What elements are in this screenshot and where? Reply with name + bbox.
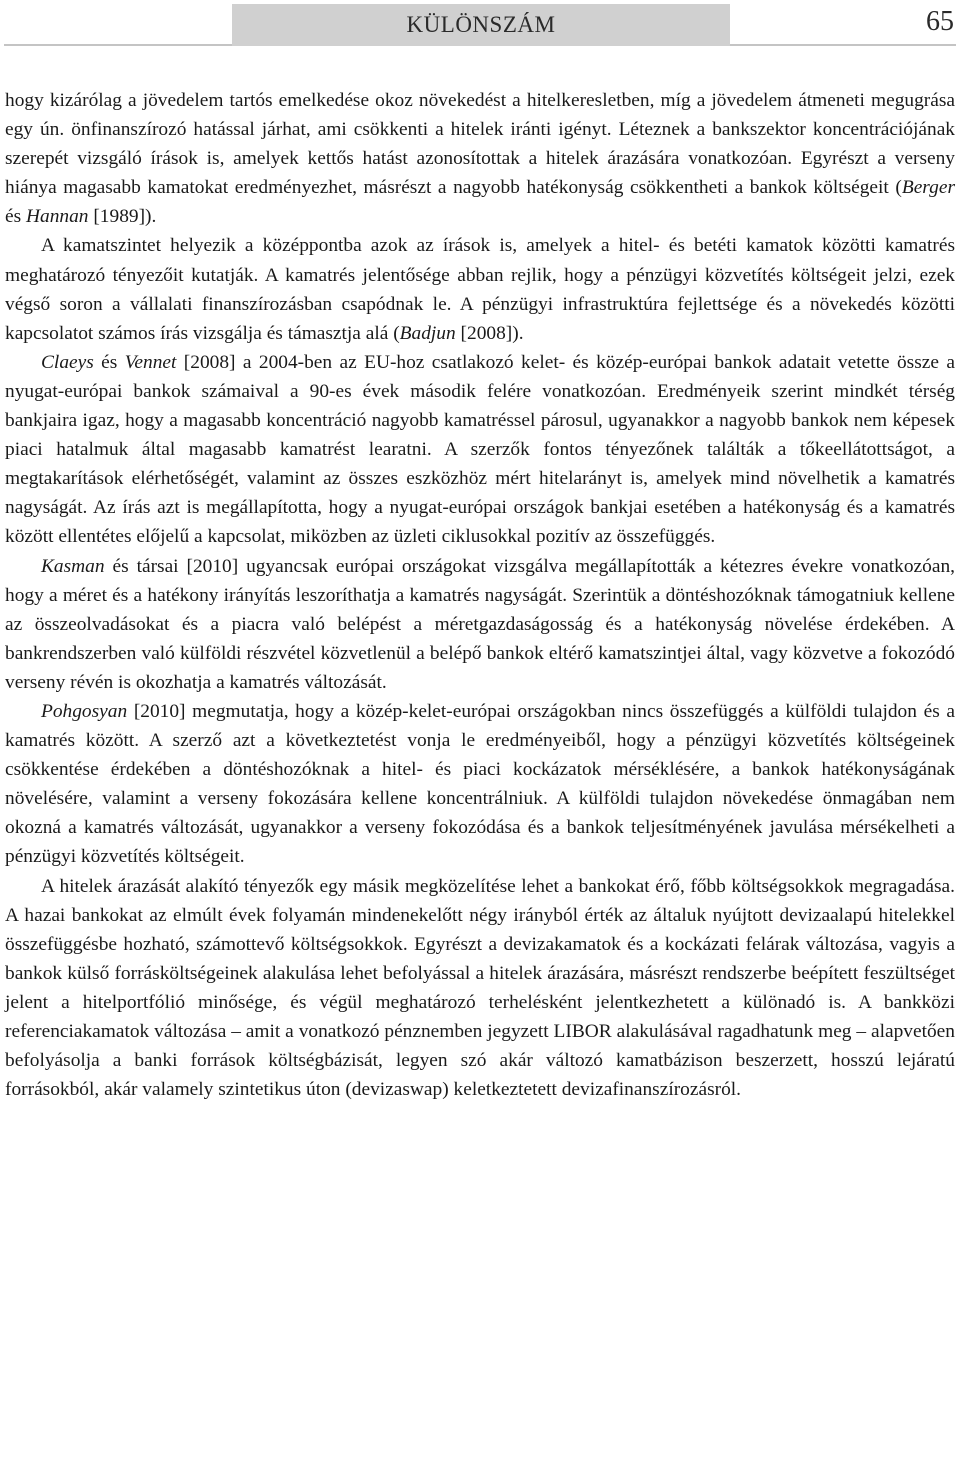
text-run: A kamatszintet helyezik a középpontba azok az írások is, amelyek a hitel- és betéti kamatok közötti kamatrés meghatározó tényezőit kutatják. A kamatrés jelentősége abban rejlik, hogy a pénzügyi közvetítés költségeit jelzi, ezek végső soron a vállalati finanszírozásban csapódnak le. A pénzügyi infrastruktúra fejlettsége és a növekedés közötti kapcsolatot számos írás vizsgálja és támasztja alá (: [5, 235, 955, 344]
text-run: A hitelek árazását alakító tényezők egy másik megközelítése lehet a bankokat érő, főbb költségsokkok megragadása. A hazai bankokat az elmúlt évek folyamán mindenekelőtt négy irányból érték az általuk nyújtott devizaalapú hitelekkel összefüggésbe hozható, számottevő költségsokkok. Egyrészt a devizakamatok és a kockázati felárak változása, vagyis a bankok külső forrásköltségeinek alakulása lehet befolyással a hitelek árazására, másrészt rendszerbe beépített feszültséget jelent a hitelportfólió minősége, és végül meghatározó terhelésként jelentkezhetett a különadó is. A bankközi referenciakamatok változása – amit a vonatkozó pénznemben jegyzett LIBOR alakulásával ragadhatunk meg – alapvetően befolyásolja a banki források költségbázisát, legyen szó akár változó kamatbázison beszerzett, hosszú lejáratú forrásokból, akár valamely szintetikus úton (devizaswap) keletkeztetett devizafinanszírozásról.: [5, 875, 955, 1101]
author-name: Badjun: [399, 322, 456, 344]
author-name: Claeys: [41, 351, 94, 373]
text-run: [2010] megmutatja, hogy a közép-kelet-európai országokban nincs összefüggés a külföldi tulajdon és a kamatrés között. A szerző azt a következtetést vonja le eredményeiből, hogy a pénzügyi közvetítés költségeinek csökkentése érdekében a döntéshozóknak a hitel- és piaci kockázatok mérséklésére, a bankok hatékonyságának növelésére, valamint a verseny fokozására kellene koncentrálniuk. A külföldi tulajdon növekedése önmagában nem okozná a kamatrés változását, ugyanakkor a verseny fokozódása és a bankok teljesítményének javulása mérsékelheti a pénzügyi közvetítés költségeit.: [5, 700, 955, 868]
paragraph: [5, 231, 955, 347]
author-name: Pohgosyan: [41, 700, 128, 722]
paragraph: [5, 697, 955, 872]
text-run: és: [93, 351, 125, 373]
running-header: [0, 0, 960, 46]
header-rule-left: [4, 44, 232, 46]
header-rule-right: [730, 44, 956, 46]
author-name: Vennet: [124, 351, 177, 373]
text-run: és: [5, 206, 27, 228]
text-run: hogy kizárólag a jövedelem tartós emelkedése okoz növekedést a hitelkeresletben, míg a jövedelem átmeneti megugrása egy ún. önfinanszírozó hatással járhat, ami csökkenti a hitelek iránti igényt. Léteznek a bankszektor koncentrációjának szerepét vizsgáló írások is, amelyek kettős hatást azonosítottak a hitelek árazására vonatkozóan. Egyrészt a verseny hiánya magasabb kamatokat eredményezhet, másrészt a nagyobb hatékonyság csökkentheti a bankok költségeit (: [5, 90, 955, 199]
author-name: Berger: [901, 177, 955, 199]
text-run: [2008]).: [455, 322, 524, 344]
author-name: Kasman: [41, 555, 105, 577]
paragraph: [5, 348, 955, 552]
paragraph: [5, 86, 955, 231]
text-run: [2008] a 2004-ben az EU-hoz csatlakozó kelet- és közép-európai bankok adatait vetette össze a nyugat-európai bankok számaival a 90-es évek második felére vonatkozóan. Eredményeik szerint mindkét térség bankjaira igaz, hogy a magasabb koncentráció nagyobb kamatréssel párosul, ugyanakkor a nagyobb bankok nem képesek piaci hatalmuk által magasabb kamatrést learatni. A szerzők fontos tényezőnek találták a tőkeellátottságot, a megtakarítások elérhetőségét, valamint az összes eszközhöz mért hitelarányt is, amelyek mind növelhetik a kamatrés nagyságát. Az írás azt is megállapította, hogy a nyugat-európai országok bankjai esetében a hatékonyság és a kamatrés között ellentétes előjelű a kapcsolat, miközben az üzleti ciklusokkal pozitív az összefüggés.: [5, 351, 955, 548]
article-body: [5, 86, 955, 1104]
text-run: és társai [2010] ugyancsak európai országokat vizsgálva megállapították a kétezres évekre vonatkozóan, hogy a méret és a hatékony irányítás leszoríthatja a kamatrés nagyságát. Szerintük a döntéshozóknak támogatniuk kellene az összeolvadásokat és a piacra való belépést a méretgazdaságosság és a hatékonyság növelése érdekében. A bankrendszerben való külföldi részvétel közvetlenül a belépő bankok eltérő kamatszintjei által, vagy közvetve a fokozódó verseny révén is okozhatja a kamatrés változását.: [5, 555, 955, 693]
author-name: Hannan: [26, 206, 89, 228]
paragraph: [5, 552, 955, 697]
text-run: [1989]).: [88, 206, 157, 228]
page-number: 65: [926, 6, 954, 37]
paragraph: [5, 872, 955, 1105]
section-title: KÜLÖNSZÁM: [232, 4, 730, 46]
